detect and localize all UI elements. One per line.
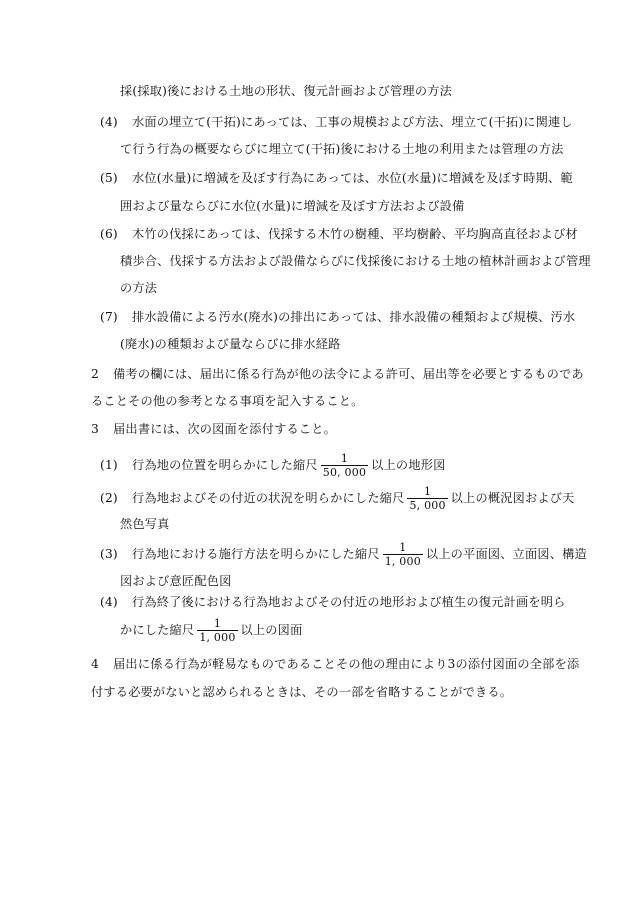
item-4-text-2: て行う行為の概要ならびに埋立て(干拓)後における土地の利用または管理の方法: [120, 142, 564, 156]
attach-1-scale-denominator: 50, 000: [322, 466, 367, 479]
item-6-line-1: [100, 226, 578, 242]
attach-4-before: かにした縮尺: [120, 623, 195, 637]
attach-3-scale-denominator: 1, 000: [384, 555, 421, 568]
item3-continued-line: 採(採取)後における土地の形状、復元計画および管理の方法: [120, 84, 452, 98]
attach-3-number: (3): [100, 547, 118, 561]
item-7-text-2: (廃水)の種類および量ならびに排水経路: [120, 337, 341, 351]
attach-2-number: (2): [100, 491, 118, 505]
attach-4-after: 以上の図面: [240, 623, 303, 637]
attach-4-scale-fraction: [197, 617, 237, 644]
item-6-text-3: の方法: [120, 281, 158, 295]
item-5-line-1: [100, 170, 573, 186]
note-4-line-1: [91, 656, 579, 672]
attach-1-before: 行為地の位置を明らかにした縮尺: [131, 458, 318, 472]
note-3-text: 届出書には、次の図面を添付すること。: [113, 422, 337, 436]
attach-3-line: [100, 538, 587, 570]
attach-3-after: 以上の平面図、立面図、構造: [425, 547, 587, 561]
item-5-text-1: 水位(水量)に増減を及ぼす行為にあっては、水位(水量)に増減を及ぼす時期、範: [131, 171, 573, 185]
attach-4-line-2: [120, 614, 302, 646]
note-3-number: 3: [91, 422, 99, 436]
attach-3-scale-numerator: 1: [399, 541, 407, 554]
attach-2-scale-numerator: 1: [423, 485, 432, 498]
attach-4-number: (4): [100, 595, 118, 609]
item-4-text-1: 水面の埋立て(干拓)にあっては、工事の規模および方法、埋立て(干拓)に関連し: [131, 115, 573, 129]
item-4-line-1: [100, 114, 573, 130]
note-4-text-2: 付する必要がないと認められるときは、その一部を省略することができる。: [91, 685, 513, 699]
note-3-line: [91, 421, 336, 437]
item-5-text-2: 囲および量ならびに水位(水量)に増減を及ぼす方法および設備: [120, 199, 465, 213]
item-7-line-1: [100, 309, 575, 325]
note-4-number: 4: [91, 657, 99, 671]
attach-1-scale-numerator: 1: [340, 452, 349, 465]
attach-3-cont: 図および意匠配色図: [120, 574, 232, 588]
attach-1-after: 以上の地形図: [371, 458, 446, 472]
attach-1-scale-fraction: [321, 452, 368, 479]
item-6-number: (6): [100, 227, 118, 241]
item-7-number: (7): [100, 310, 118, 324]
note-2-text-1: 備考の欄には、届出に係る行為が他の法令による許可、届出等を必要とするものであ: [113, 367, 584, 381]
attach-1-line: [100, 449, 445, 481]
note-2-text-2: ることその他の参考となる事項を記入すること。: [91, 394, 364, 408]
attach-3-scale-fraction: [383, 541, 423, 568]
attach-4-line-1: [100, 594, 566, 610]
item-6-text-2: 積歩合、伐採する方法および設備ならびに伐採後における土地の植林計画および管理: [120, 254, 591, 268]
attach-2-after: 以上の概況図および天: [450, 491, 575, 505]
attach-4-scale-numerator: 1: [213, 617, 222, 630]
attach-3-before: 行為地における施行方法を明らかにした縮尺: [131, 547, 380, 561]
attach-1-number: (1): [100, 458, 118, 472]
item-6-text-1: 木竹の伐採にあっては、伐採する木竹の樹種、平均樹齢、平均胸高直径および材: [131, 227, 578, 241]
note-2-number: 2: [91, 367, 99, 381]
item-7-text-1: 排水設備による汚水(廃水)の排出にあっては、排水設備の種類および規模、汚水: [131, 310, 576, 324]
note-2-line-1: [91, 366, 584, 382]
attach-2-scale-fraction: [407, 485, 447, 512]
attach-2-line: [100, 482, 575, 514]
attach-2-scale-denominator: 5, 000: [409, 499, 446, 512]
attach-2-before: 行為地およびその付近の状況を明らかにした縮尺: [131, 491, 405, 505]
item-4-number: (4): [100, 115, 118, 129]
attach-4-scale-denominator: 1, 000: [199, 631, 236, 644]
note-4-text-1: 届出に係る行為が軽易なものであることその他の理由により3の添付図面の全部を添: [113, 657, 580, 671]
item-5-number: (5): [100, 171, 118, 185]
attach-4-text-1: 行為終了後における行為地およびその付近の地形および植生の復元計画を明ら: [131, 595, 566, 609]
attach-2-cont: 然色写真: [120, 517, 170, 531]
